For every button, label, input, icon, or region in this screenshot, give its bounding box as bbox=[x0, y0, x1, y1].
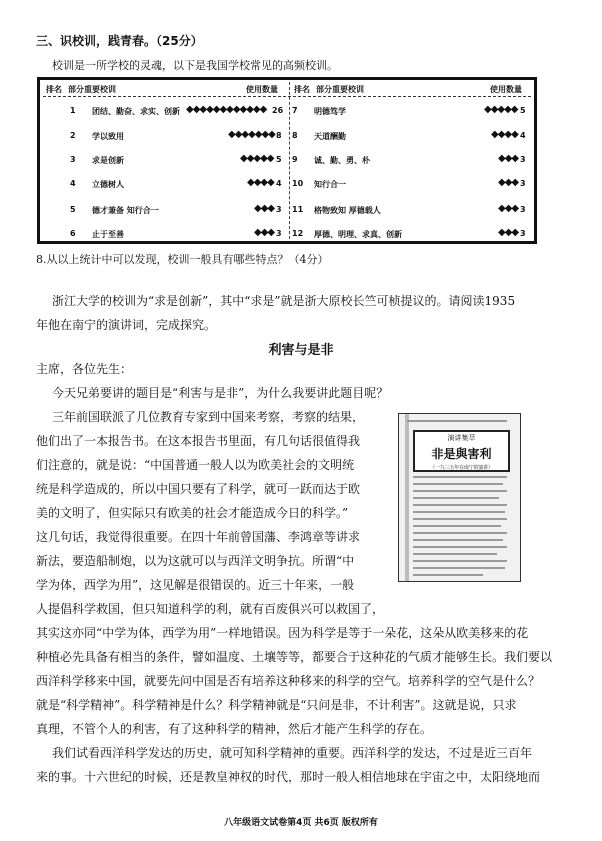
article-line: 学为体，西学为用”，这见解是很错误的。近三十年来，一般 bbox=[36, 578, 355, 592]
motto-table bbox=[37, 77, 537, 244]
diamond-bar: ◆◆◆ bbox=[254, 227, 275, 238]
row-count: 3 bbox=[520, 155, 526, 164]
row-rank: 2 bbox=[70, 131, 76, 140]
diamond-bar: ◆◆◆◆◆◆◆ bbox=[228, 129, 275, 140]
article-line: 其实这亦同“中学为体，西学为用”一样地错误。因为科学是等于一朵花，这朵从欧美移来的花 bbox=[36, 626, 529, 640]
article-salutation: 主席，各位先生： bbox=[36, 362, 133, 376]
row-count: 26 bbox=[272, 106, 284, 115]
row-count: 3 bbox=[520, 179, 526, 188]
section-intro: 校训是一所学校的灵魂，以下是我国学校常见的高频校训。 bbox=[52, 59, 338, 72]
diamond-bar: ◆◆◆◆ bbox=[491, 129, 518, 140]
row-count: 3 bbox=[520, 205, 526, 214]
header-rank-right: 排名 bbox=[294, 85, 310, 94]
newspaper-clipping-image bbox=[398, 413, 521, 582]
table-row bbox=[292, 102, 532, 122]
diamond-bar: ◆◆◆◆◆◆◆◆◆◆◆◆ bbox=[186, 104, 267, 115]
table-row bbox=[292, 225, 532, 245]
table-row bbox=[70, 151, 285, 171]
row-motto: 团结、勤奋、求实、创新 bbox=[92, 107, 180, 116]
row-motto: 格物致知 厚德载人 bbox=[314, 206, 381, 215]
row-count: 4 bbox=[276, 179, 282, 188]
material-line: 年他在南宁的演讲词，完成探究。 bbox=[36, 318, 217, 332]
table-row bbox=[70, 225, 285, 245]
row-motto: 天道酬勤 bbox=[314, 132, 346, 141]
diamond-bar: ◆◆◆◆◆ bbox=[240, 153, 274, 164]
row-rank: 3 bbox=[70, 155, 76, 164]
article-line: 们注意的，就是说：“中国普通一般人以为欧美社会的文明统 bbox=[36, 458, 355, 472]
header-rank-left: 排名 bbox=[46, 85, 62, 94]
row-motto: 知行合一 bbox=[314, 180, 346, 189]
article-title: 利害与是非 bbox=[268, 343, 334, 358]
row-rank: 5 bbox=[70, 205, 76, 214]
clipping-subline: （一九三五年在南宁的演讲） bbox=[430, 465, 493, 471]
article-line: 统是科学造成的，所以中国只要有了科学，就可一跃而达于欧 bbox=[36, 482, 361, 496]
table-row bbox=[292, 127, 532, 147]
header-motto-right: 部分重要校训 bbox=[316, 85, 364, 94]
article-line: 西洋科学移来中国，就要先问中国是否有培养这种移来的科学的空气。培养科学的空气是什么？ bbox=[36, 674, 541, 688]
row-motto: 学以致用 bbox=[92, 132, 124, 141]
row-rank: 8 bbox=[292, 131, 298, 140]
article-line: 来的事。十六世纪的时候，还是教皇神权的时代，那时一般人相信地球在宇宙之中，太阳绕地而 bbox=[36, 770, 541, 784]
article-line: 新法，要造船制炮，以为这就可以与西洋文明争抗。所谓“中 bbox=[36, 554, 355, 568]
row-motto: 止于至善 bbox=[92, 230, 124, 239]
row-count: 3 bbox=[520, 229, 526, 238]
article-line: 人提倡科学救国，但只知道科学的利，就有百废俱兴可以救国了， bbox=[36, 602, 385, 616]
diamond-bar: ◆◆◆ bbox=[498, 177, 519, 188]
clipping-kicker: 演讲集萃 bbox=[447, 434, 476, 442]
row-count: 8 bbox=[276, 131, 282, 140]
row-rank: 4 bbox=[70, 179, 76, 188]
article-line: 就是“科学精神”。科学精神是什么？科学精神就是“只问是非，不计利害”。这就是说，只求 bbox=[36, 698, 517, 712]
page-footer: 八年级语文试卷第4页 共6页 版权所有 bbox=[224, 818, 378, 828]
header-divider bbox=[43, 96, 531, 97]
row-rank: 12 bbox=[292, 229, 304, 238]
row-count: 3 bbox=[276, 229, 282, 238]
row-count: 5 bbox=[520, 106, 526, 115]
row-rank: 7 bbox=[292, 106, 298, 115]
table-row bbox=[70, 201, 285, 221]
row-rank: 11 bbox=[292, 205, 304, 214]
table-row bbox=[292, 175, 532, 195]
article-line: 美的文明了，但实际只有欧美的社会才能造成今日的科学。” bbox=[36, 506, 349, 520]
row-motto: 立德树人 bbox=[92, 180, 124, 189]
table-row bbox=[292, 151, 532, 171]
diamond-bar: ◆◆◆◆◆ bbox=[484, 104, 518, 115]
table-row bbox=[292, 201, 532, 221]
article-line: 种植必先具备有相当的条件，譬如温度、土壤等等，都要合于这种花的气质才能够生长。我们要以 bbox=[36, 650, 553, 664]
row-rank: 6 bbox=[70, 229, 76, 238]
column-divider bbox=[289, 82, 290, 239]
material-line: 浙江大学的校训为“求是创新”，其中“求是”就是浙大原校长竺可桢提议的。请阅读1935 bbox=[52, 294, 516, 308]
row-motto: 诚、勤、勇、朴 bbox=[314, 156, 370, 165]
section-title: 三、识校训，践青春。（25分） bbox=[36, 34, 203, 48]
row-motto: 明德笃学 bbox=[314, 107, 346, 116]
header-motto-left: 部分重要校训 bbox=[68, 85, 116, 94]
table-row bbox=[70, 102, 285, 122]
clipping-headline-box bbox=[413, 430, 510, 472]
question-8: 8.从以上统计中可以发现，校训一般具有哪些特点？（4分） bbox=[36, 253, 329, 266]
diamond-bar: ◆◆◆ bbox=[498, 203, 519, 214]
article-line: 他们出了一本报告书。在这本报告书里面，有几句话很值得我 bbox=[36, 434, 361, 448]
article-line: 我们试看西洋科学发达的历史，就可知科学精神的重要。西洋科学的发达，不过是近三百年 bbox=[52, 746, 533, 760]
row-rank: 9 bbox=[292, 155, 298, 164]
row-count: 3 bbox=[276, 205, 282, 214]
row-rank: 10 bbox=[292, 179, 304, 188]
row-motto: 德才兼备 知行合一 bbox=[92, 206, 159, 215]
table-row bbox=[70, 127, 285, 147]
row-count: 5 bbox=[276, 155, 282, 164]
table-row bbox=[70, 175, 285, 195]
clipping-headline: 非是與害利 bbox=[431, 447, 492, 461]
article-line: 真理，不管个人的利害，有了这种科学的精神，然后才能产生科学的存在。 bbox=[36, 722, 433, 736]
row-rank: 1 bbox=[70, 106, 76, 115]
article-line: 这几句话，我觉得很重要。在四十年前曾国藩、李鸿章等讲求 bbox=[36, 530, 361, 544]
diamond-bar: ◆◆◆ bbox=[498, 227, 519, 238]
diamond-bar: ◆◆◆◆ bbox=[247, 177, 274, 188]
header-count-left: 使用数量 bbox=[246, 85, 278, 94]
article-line: 三年前国联派了几位教育专家到中国来考察，考察的结果， bbox=[52, 410, 365, 424]
diamond-bar: ◆◆◆ bbox=[254, 203, 275, 214]
header-count-right: 使用数量 bbox=[490, 85, 522, 94]
row-count: 4 bbox=[520, 131, 526, 140]
row-motto: 求是创新 bbox=[92, 156, 124, 165]
article-line: 今天兄弟要讲的题目是“利害与是非”，为什么我要讲此题目呢？ bbox=[52, 386, 389, 400]
diamond-bar: ◆◆◆ bbox=[498, 153, 519, 164]
row-motto: 厚德、明理、求真、创新 bbox=[314, 230, 402, 239]
